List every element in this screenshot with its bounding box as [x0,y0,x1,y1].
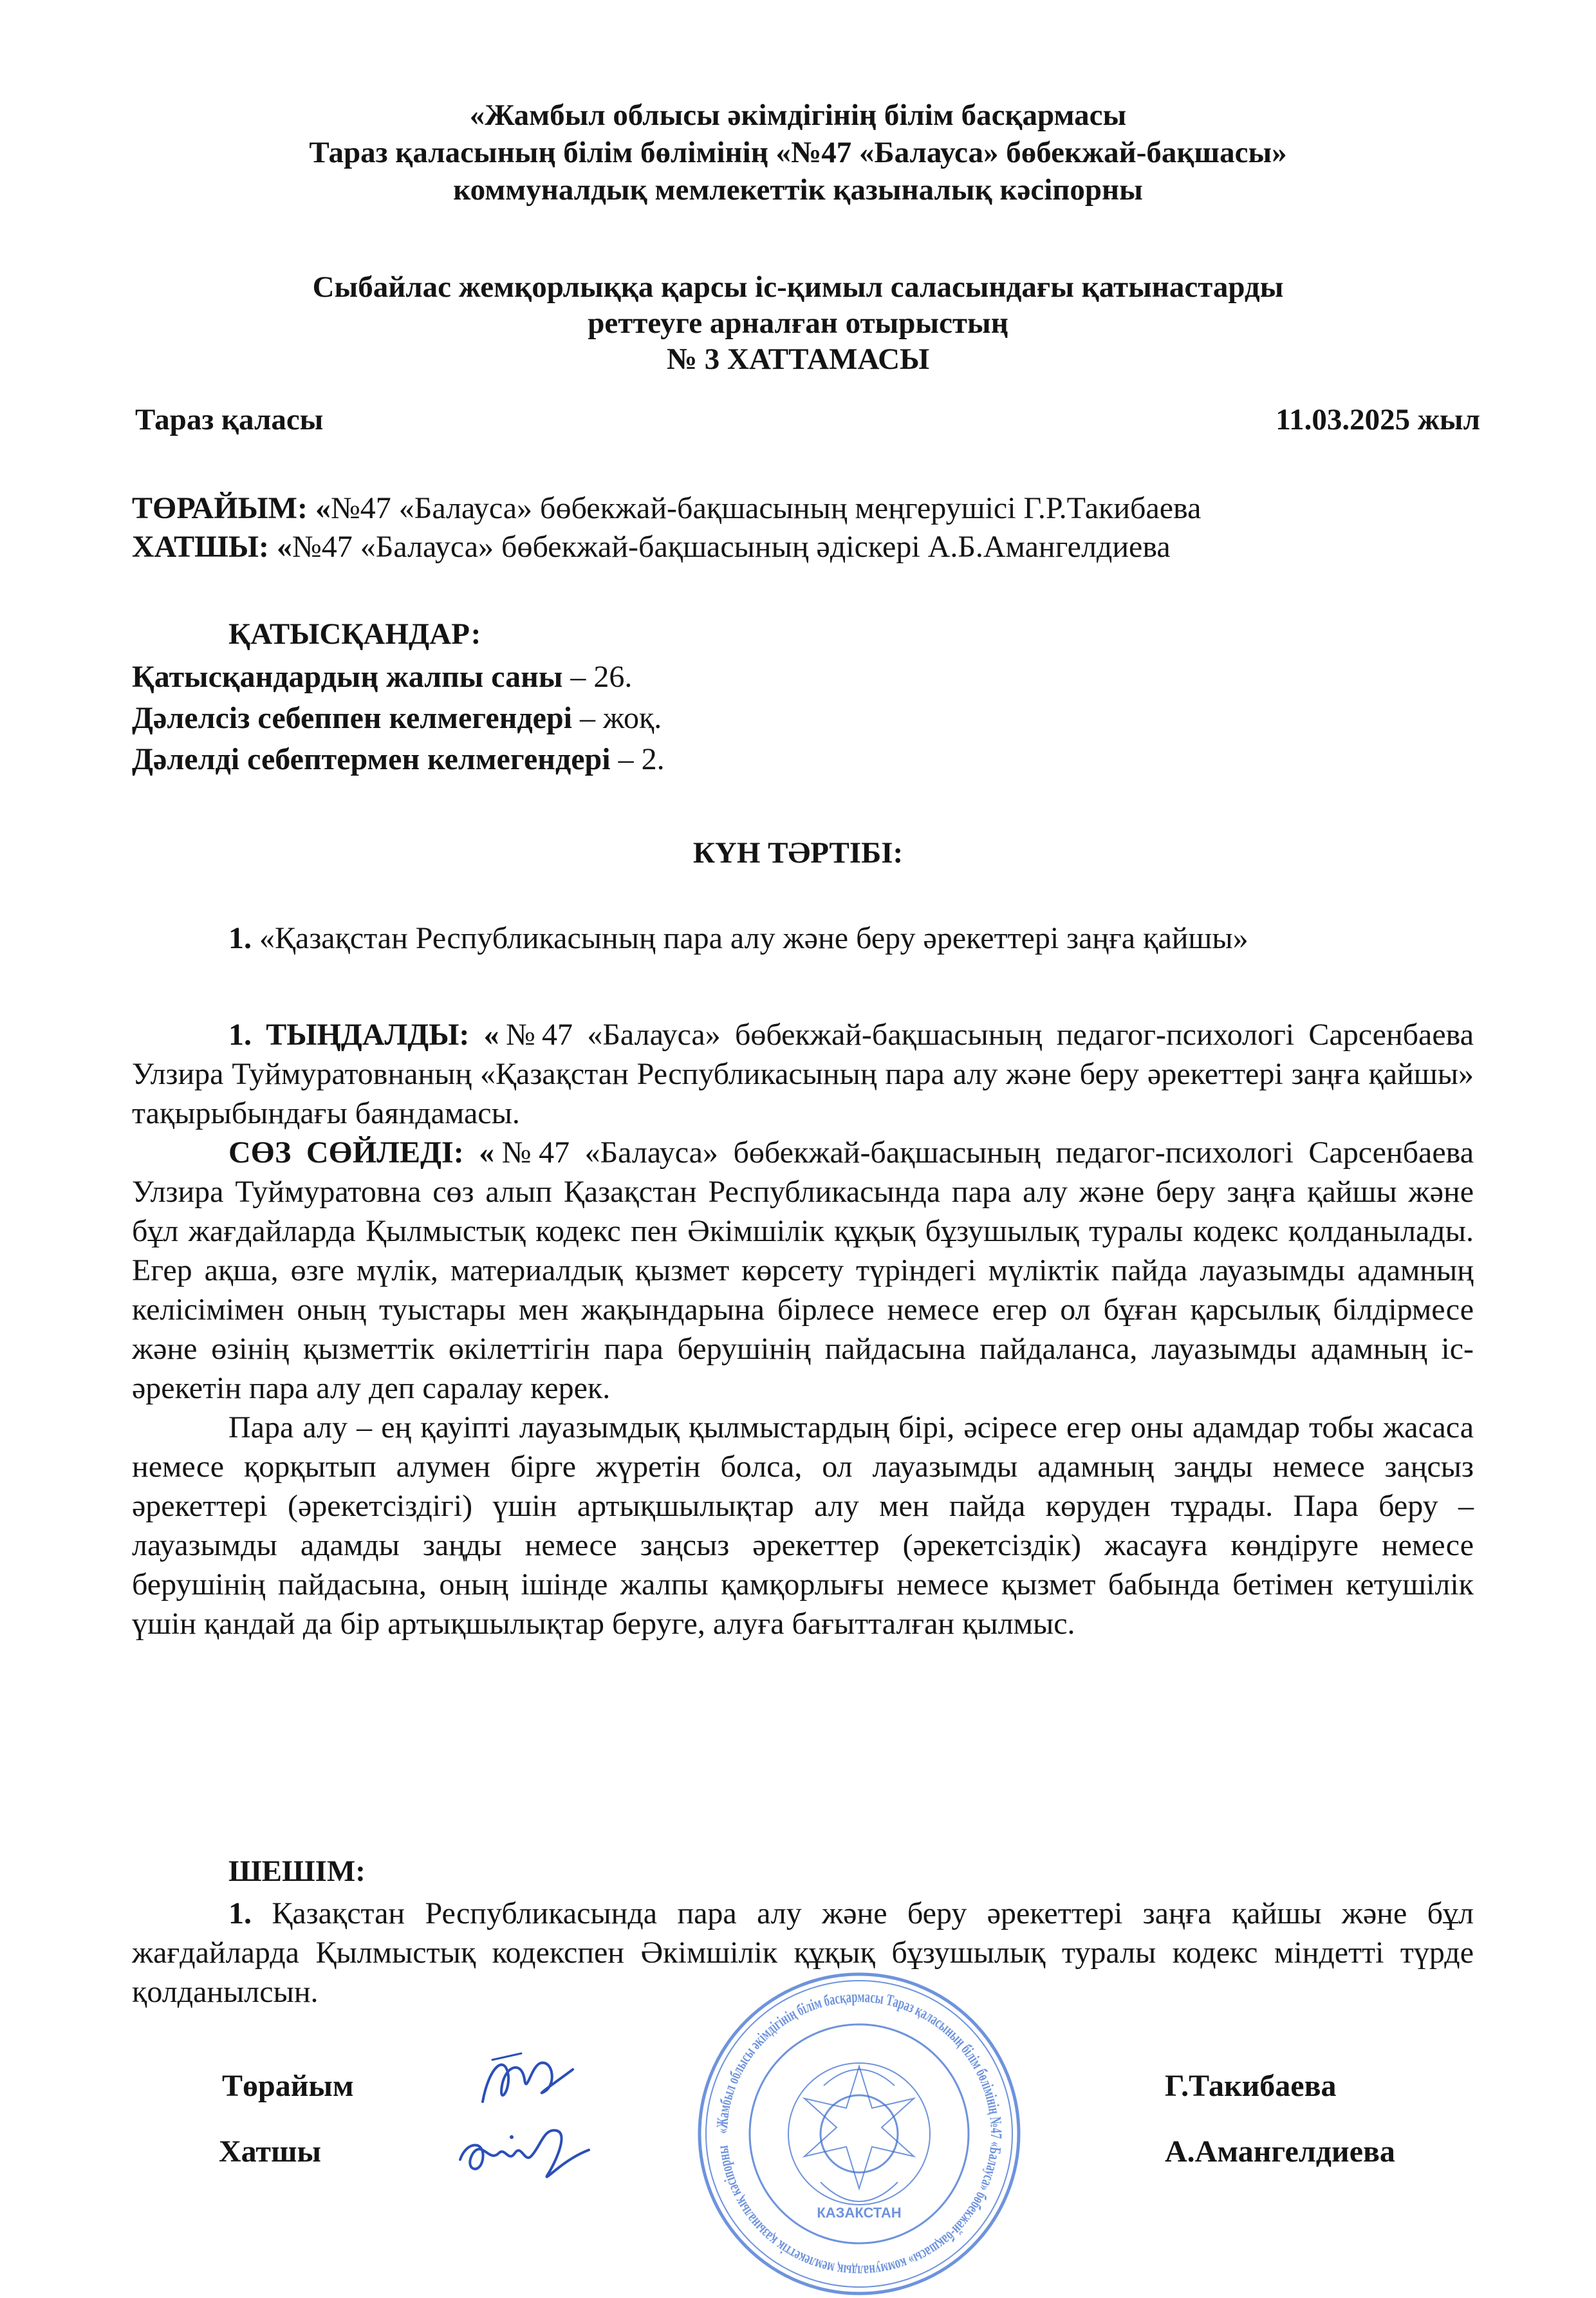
document-date: 11.03.2025 жыл [1276,403,1480,436]
secretary-label: ХАТШЫ: « [132,530,292,564]
agenda-heading: КҮН ТӘРТІБІ: [692,836,904,870]
participants-excused-label: Дәлелді себептермен келмегендері [132,742,611,776]
decision-heading: ШЕШІМ: [228,1854,366,1888]
stamp-ring-text: «Жамбыл облысы әкімдігінің білім басқармасы Тараз қаласының білім бөлімінің №47 «Балауса» бөбекжай-бақшасы» коммуналдық мемлекеттік қазыналық кәсіпорны [713,1988,1005,2280]
participants-unexcused-value: – жоқ. [572,701,662,735]
participants-total-label: Қатысқандардың жалпы саны [132,660,563,694]
title-line-3: № 3 ХАТТАМАСЫ [666,342,930,376]
document-title [0,269,1596,377]
heard-paragraph [132,1015,1474,1133]
title-line-1: Сыбайлас жемқорлыққа қарсы іс-қимыл саласындағы қатынастарды [312,270,1284,304]
agenda-item [228,920,1248,956]
secretary-text: №47 «Балауса» бөбекжай-бақшасының әдіскері А.Б.Амангелдиева [292,530,1171,564]
secretary-role: Хатшы [219,2135,321,2169]
officers-block [132,489,1201,566]
header-line-1: «Жамбыл облысы әкімдігінің білім басқармасы [469,98,1127,132]
decision-item-number: 1. [228,1896,252,1930]
chair-signature [470,2041,579,2124]
chair-name: Г.Такибаева [1165,2069,1337,2103]
participants-excused-value: – 2. [610,742,665,776]
participants-unexcused-label: Дәлелсіз себеппен келмегендері [132,701,572,735]
chair-role: Төрайым [222,2069,354,2103]
secretary-name: А.Амангелдиева [1165,2135,1395,2169]
header-line-2: Тараз қаласының білім бөлімінің «№47 «Балауса» бөбекжай-бақшасы» [309,136,1287,169]
official-stamp [695,1970,1023,2298]
spoke-label: СӨЗ СӨЙЛЕДІ: « [228,1135,495,1170]
heard-text: №47 «Балауса» бөбекжай-бақшасының педагог-психологі Сарсенбаева Улзира Туймуратовнаның «Қазақстан Республикасының пара алу және беру әрекеттері заңға қайшы» тақырыбындағы баяндамасы. [132,1018,1474,1130]
chair-line [132,489,1201,528]
heard-label: 1. ТЫҢДАЛДЫ: « [228,1018,499,1052]
organization-header [0,97,1596,209]
secretary-signature [450,2115,598,2185]
participants-heading: ҚАТЫСҚАНДАР: [228,617,481,651]
decision-item-text: Қазақстан Республикасында пара алу және беру әрекеттері заңға қайшы және бұл жағдайларда Қылмыстық кодекспен Әкімшілік құқық бұзушылық туралы кодекс міндетті түрде қолданылсын. [132,1896,1474,2009]
body-paragraph-2: Пара алу – ең қауіпті лауазымдық қылмыстардың бірі, әсіресе егер оны адамдар тобы жасаса немесе қорқытып алумен бірге жүретін болса, ол лауазымды адамның заңды немесе заңсыз әрекеттері (әрекетсіздігі) үшін артықшылықтар алу мен пайда көруден тұрады. Пара беру – лауазымды адамды заңды немесе заңсыз әрекеттер (әрекетсіздік) жасауға көндіруге немесе берушінің пайдасына, оның ішінде жалпы қамқорлығы немесе қызмет бабында бетімен кетушілік үшін қандай да бір артықшылықтар беруге, алуға бағытталған қылмыс. [132,1410,1474,1641]
participants-total [132,657,665,698]
participants-excused [132,739,665,780]
participants-total-value: – 26. [562,660,633,694]
spoke-paragraph [132,1133,1474,1408]
header-line-3: коммуналдық мемлекеттік қазыналық кәсіпорны [453,173,1143,207]
secretary-line [132,528,1201,566]
agenda-item-text: «Қазақстан Республикасының пара алу және беру әрекеттері заңға қайшы» [252,921,1248,955]
agenda-item-number: 1. [228,921,252,955]
document-place: Тараз қаласы [135,403,324,436]
participants-unexcused [132,698,665,739]
title-line-2: реттеуге арналған отырыстың [588,306,1008,340]
participants-block [132,657,665,780]
chair-label: ТӨРАЙЫМ: « [132,491,331,525]
chair-text: №47 «Балауса» бөбекжай-бақшасының меңгерушісі Г.Р.Такибаева [330,491,1202,525]
heard-section [132,1015,1474,1643]
spoke-text: №47 «Балауса» бөбекжай-бақшасының педагог-психологі Сарсенбаева Улзира Туймуратовна сөз алып Қазақстан Республикасында пара алу және беру заңға қайшы және бұл жағдайларда Қылмыстық кодекс пен Әкімшілік құқық бұзушылық туралы кодекс қолданылады. Егер ақша, өзге мүлік, материалдық қызмет көрсету түріндегі мүліктік пайда лауазымды адамның келісімімен оның туыстары мен жақындарына бірлесе немесе егер ол бұған қарсылық білдірмесе және өзінің қызметтік өкілеттігін пара берушінің пайдасына пайдаланса, лауазымды адамның іс-әрекетін пара алу деп саралау керек. [132,1135,1474,1405]
stamp-center-text: КАЗАКСТАН [817,2205,902,2221]
